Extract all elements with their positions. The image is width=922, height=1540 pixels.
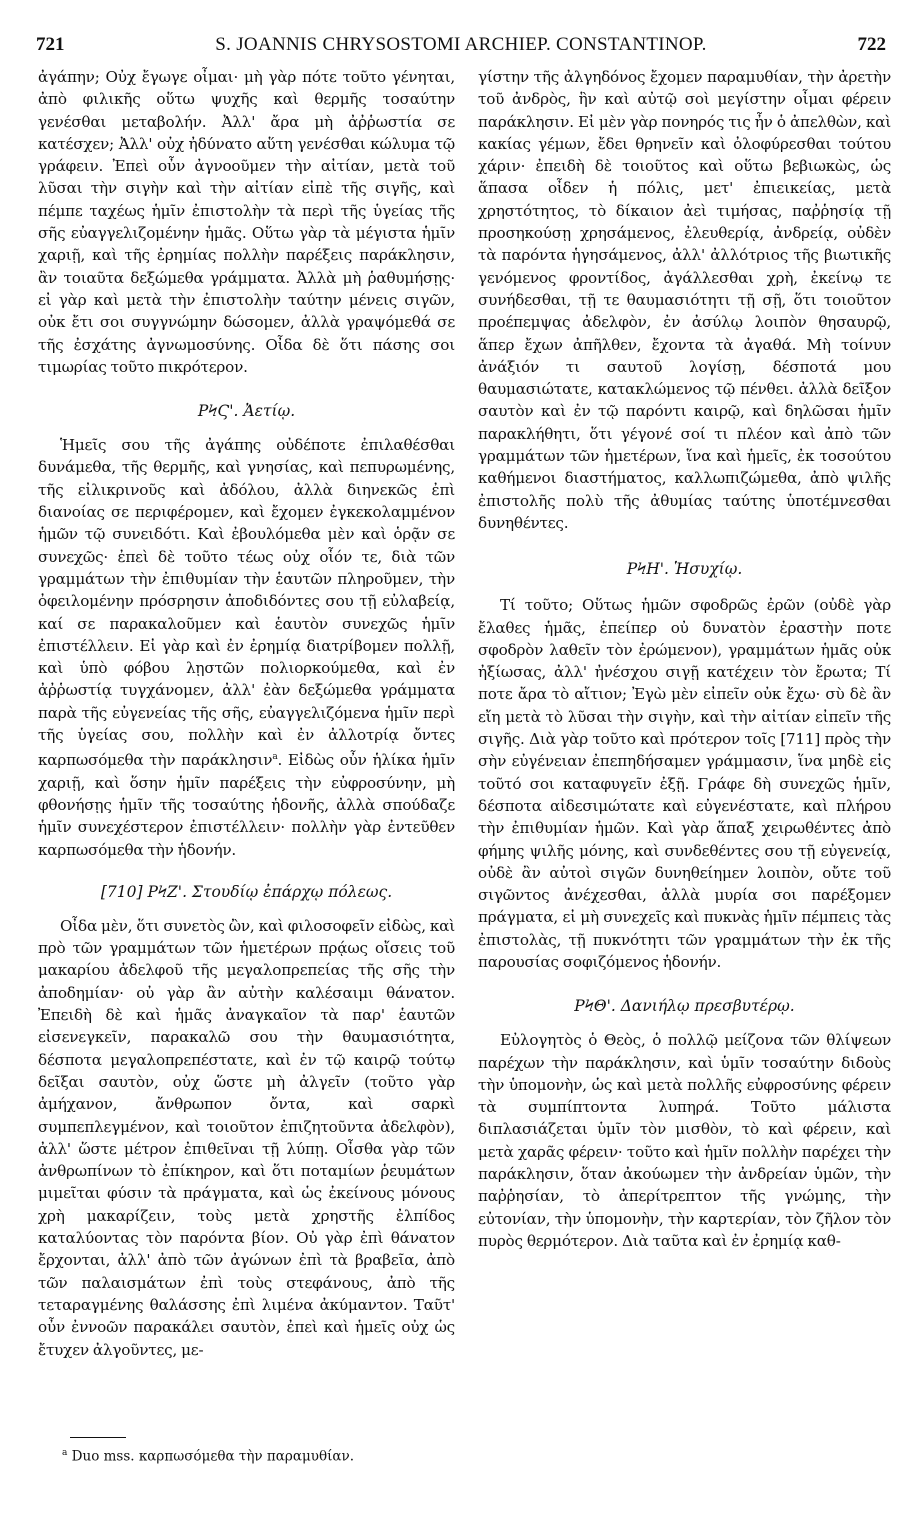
- letter-heading-hesychius: ΡϞΗ'. Ἡσυχίῳ.: [626, 560, 743, 579]
- footnote-rule: [70, 1437, 126, 1438]
- letter-studius-paragraph: Οἶδα μὲν, ὅτι συνετὸς ὢν, καὶ φιλοσοφεῖν εἰδὼς, καὶ πρὸ τῶν γραμμάτων τῶν ἡμετέρων πρᾴως οἴσεις τοῦ μακαρίου ἀδελφοῦ τῆς μεγαλοπρεπείας τῆς σῆς τὴν ἀποδημίαν· οὐ γὰρ ἂν αὐτὴν καλέσαιμι θάνατον. Ἐπειδὴ δὲ καὶ ἡμᾶς ἀναγκαῖον τὰ παρ' ἑαυτῶν εἰσενεγκεῖν, παρακαλῶ σου τὴν θαυμασιότητα, δέσποτα μεγαλοπρεπέστατε, καὶ ἐν τῷ καιρῷ τούτῳ δεῖξαι σαυτὸν, οὐχ ὥστε μὴ ἀλγεῖν (τοῦτο γὰρ ἀμήχανον, ἄνθρωπον ὄντα, καὶ σαρκὶ συμπεπλεγμένον, καὶ τοιοῦτον ἐπιζητοῦντα ἀδελφὸν), ἀλλ' ὥστε μέτρον ἐπιθεῖναι τῇ λύπῃ. Οἶσθα γὰρ τῶν ἀνθρωπίνων τὸ ἐπίκηρον, καὶ ὅτι ποταμίων ῥευμάτων μιμεῖται φύσιν τὰ πράγματα, καὶ ὡς ἐκείνους μόνους χρὴ μακαρίζειν, τοὺς μετὰ χρηστῆς ἐλπίδος καταλύοντας τὸν παρόντα βίον. Οὐ γὰρ ἐπὶ θάνατον ἔρχονται, ἀλλ' ἀπὸ τῶν ἀγώνων ἐπὶ τὰ βραβεῖα, ἀπὸ τῶν παλαισμάτων ἐπὶ τοὺς στεφάνους, ἀπὸ τῆς τεταραγμένης θαλάσσης ἐπὶ λιμένα ἀκύμαντον. Ταῦτ' οὖν ἐννοῶν παρακάλει σαυτὸν, ἐπεὶ καὶ ἡμεῖς οὐχ ὡς ἔτυχεν ἀλγοῦντες, με-: [38, 916, 455, 1359]
- letter-daniel-paragraph: Εὐλογητὸς ὁ Θεὸς, ὁ πολλῷ μείζονα τῶν θλίψεων παρέχων τὴν παράκλησιν, καὶ ὑμῖν τοσαύτην διδοὺς τὴν ὑπομονὴν, ὡς καὶ μετὰ πολλῆς εὐφροσύνης φέρειν τὰ συμπίπτοντα λυπηρά. Τοῦτο μάλιστα διπλασιάζεται ὑμῖν τὸν μισθὸν, τὸ καὶ φέρειν, καὶ μετὰ χαρᾶς φέρειν· τοῦτο καὶ ἡμῖν πολλὴν παρέχει τὴν παράκλησιν, ὅταν ἀκούωμεν τὴν ἀνδρείαν ὑμῶν, τὴν παῤῥησίαν, τὸ ἀπερίτρεπτον τῆς γνώμης, τὴν εὐτονίαν, τὴν ὑπομονὴν, τὴν καρτερίαν, τὸν ζῆλον τὸν πυρὸς θερμότερον. Διὰ ταῦτα καὶ ἐν ἐρημίᾳ καθ-: [478, 1031, 891, 1250]
- letter-continuation-paragraph: ἀγάπην; Οὐχ ἔγωγε οἶμαι· μὴ γὰρ πότε τοῦτο γένηται, ἀπὸ φιλικῆς οὕτω ψυχῆς καὶ θερμῆς τοσαύτην γενέσθαι μεταβολήν. Ἀλλ' ἄρα μὴ ἀῤῥωστία σε κατέσχεν; Ἀλλ' οὐχ ἠδύνατο αὕτη γενέσθαι κώλυμα τῷ γράφειν. Ἐπεὶ οὖν ἀγνοοῦμεν τὴν αἰτίαν, μετὰ τοῦ λῦσαι τὴν σιγὴν καὶ τὴν αἰτίαν εἰπὲ τῆς σιγῆς, καὶ πέμπε ταχέως ἡμῖν ἐπιστολὴν τὰ περὶ τῆς ὑγείας τῆς σῆς εὐαγγελιζομένην ἡμᾶς. Οὕτω γὰρ τὰ μέγιστα ἡμῖν χαριῇ, καὶ τῆς ἐρημίας πολλὴν παρέξεις παράκλησιν, ἂν τοιαῦτα δεξώμεθα γράμματα. Ἀλλὰ μὴ ῥαθυμήσῃς· εἰ γὰρ καὶ μετὰ τὴν ἐπιστολὴν ταύτην μένεις σιγῶν, οὐκ ἔτι σοι συγγνώμην δώσομεν, ἀλλὰ γραψόμεθά σε τῆς ἐσχάτης ἀγνωμοσύνης. Οἶδα δὲ ὅτι πάσης σοι τιμωρίας τοῦτο πικρότερον.: [38, 68, 455, 376]
- letter-heading-aetius: ΡϞϚ'. Ἀετίῳ.: [197, 402, 296, 421]
- left-page-number: 721: [36, 34, 65, 55]
- footnote-mark: a: [62, 1448, 68, 1458]
- page-header: [36, 34, 886, 62]
- letter-heading-daniel: ΡϞΘ'. Δανιήλῳ πρεσβυτέρῳ.: [574, 997, 795, 1016]
- footnote-text: Duo mss. καρπωσόμεθα τὴν παραμυθίαν.: [71, 1448, 354, 1465]
- letter-studius-continuation: γίστην τῆς ἀλγηδόνος ἔχομεν παραμυθίαν, τὴν ἀρετὴν τοῦ ἀνδρὸς, ἣν καὶ αὐτῷ σοὶ μεγίστην οἶμαι φέρειν παράκλησιν. Εἰ μὲν γὰρ πονηρός τις ἦν ὁ ἀπελθὼν, καὶ κακίας γέμων, ἔδει θρηνεῖν καὶ ὀλοφύρεσθαι τούτου χάριν· ἐπειδὴ δὲ τοιοῦτος καὶ οὕτω βεβιωκὼς, ὡς ἅπασα οἶδεν ἡ πόλις, μετ' ἐπιεικείας, μετὰ χρηστότητος, τὸ δίκαιον ἀεὶ τιμήσας, παῤῥησίᾳ τῇ προσηκούσῃ χρησάμενος, ἐλευθερίᾳ, ἀνδρείᾳ, οὐδὲν τὰ παρόντα ἡγησάμενος, ἀλλ' ἀλλότριος τῆς βιωτικῆς γενόμενος φροντίδος, ἀγάλλεσθαι χρὴ, ἐκείνῳ τε συνήδεσθαι, τῇ τε θαυμασιότητι τῇ σῇ, ὅτι τοιοῦτον προέπεμψας ἀδελφὸν, ἐν ἀσύλῳ λοιπὸν θησαυρῷ, ἅπερ ἔχων ἀπῆλθεν, ἔχοντα τὰ ἀγαθά. Μὴ τοίνυν ἀνάξιόν τι σαυτοῦ λογίσῃ, δέσποτά μου θαυμασιώτατε, κατακλώμενος τῷ πένθει. ἀλλὰ δεῖξον σαυτὸν καὶ ἐν τῷ παρόντι καιρῷ, καὶ δηλῶσαι ἡμῖν παρακλήθητι, ὅτι γέγονέ σοί τι πλέον καὶ ἀπὸ τῶν γραμμάτων τῶν ἡμετέρων, ἵνα καὶ ἡμεῖς, ἐκ τοσούτου καθήμενοι διαστήματος, καλλωπιζώμεθα, ἀπὸ ψιλῆς ἐπιστολῆς πολὺ τῆς ἀθυμίας ταύτης ὑποτέμνεσθαι δυνηθέντες.: [478, 68, 891, 532]
- running-title: S. JOANNIS CHRYSOSTOMI ARCHIEP. CONSTANTINOP.: [215, 34, 707, 55]
- letter-aetius-paragraph: [38, 434, 455, 861]
- right-column: [478, 66, 891, 1252]
- left-column: [38, 66, 455, 1361]
- letter-aetius-text-b: . Εἰδὼς οὖν ἡλίκα ἡμῖν χαριῇ, καὶ ὅσην ἡμῖν παρέξεις τὴν εὐφροσύνην, μὴ φθονήσῃς ἡμῖν τῆς τοσαύτης ἡδονῆς, ἀλλὰ σπούδαζε ἡμῖν συνεχέστερον ἐπιστέλλειν· πολλὴν γὰρ ἐντεῦθεν καρπωσόμεθα τὴν ἡδονήν.: [38, 751, 455, 859]
- footnote: [62, 1448, 354, 1465]
- footnote-marker: a: [272, 752, 278, 763]
- letter-hesychius-paragraph: Τί τοῦτο; Οὕτως ἡμῶν σφοδρῶς ἐρῶν (οὐδὲ γὰρ ἔλαθες ἡμᾶς, ἐπείπερ οὐ δυνατὸν ἐραστὴν ποτε σφοδρὸν λαθεῖν τὸν ἐρώμενον), γραμμάτων ἡμᾶς οὐκ ἠξίωσας, ἀλλ' ἠνέσχου σιγῇ κατέχειν τὸν ἔρωτα; Τί ποτε ἄρα τὸ αἴτιον; Ἐγὼ μὲν εἰπεῖν οὐκ ἔχω· σὺ δὲ ἂν εἴη μετὰ τὸ λῦσαι τὴν σιγὴν, καὶ τὴν αἰτίαν εἰπεῖν τῆς σιγῆς. Διὰ γὰρ τοῦτο καὶ πρότερον τοῖς [711] πρὸς τὴν σὴν εὐγένειαν ἐπεπηδήσαμεν γράμμασιν, ἵνα μηδὲ εἰς τοῦτό σοι καταφυγεῖν ἐξῇ. Γράφε δὴ συνεχῶς ἡμῖν, δέσποτα αἰδεσιμώτατε καὶ εὐγενέστατε, καὶ πλήρου τὴν ἐπιθυμίαν ἡμῶν. Καὶ γὰρ ἅπαξ χειρωθέντες ἀπὸ φήμης ψιλῆς μόνης, καὶ συνδεθέντες σου τῇ εὐγενείᾳ, οὐδὲ ἂν αὐτοὶ σιγῶν δυνηθείημεν λοιπὸν, οὔτε τοῦ σιγῶντος ἀνέχεσθαι, ἀλλὰ μυρία σοι παρέξομεν πράγματα, εἰ μὴ συνεχεῖς καὶ πυκνὰς ἡμῖν πέμπεις τὰς ἐπιστολὰς, τῇ πυκνότητι τῶν γραμμάτων τὴν ἐκ τῆς παρουσίας σοφιζόμενος ἡδονήν.: [478, 596, 891, 971]
- letter-heading-studius: [710] ΡϞΖ'. Στουδίῳ ἐπάρχῳ πόλεως.: [100, 882, 393, 901]
- right-page-number: 722: [857, 34, 886, 55]
- letter-aetius-text-a: Ἡμεῖς σου τῆς ἀγάπης οὐδέποτε ἐπιλαθέσθαι δυνάμεθα, τῆς θερμῆς, καὶ γνησίας, καὶ πεπυρωμένης, τῆς εἰλικρινοῦς καὶ ἀδόλου, ἀλλὰ διηνεκῶς ἐπὶ διανοίας σε περιφέρομεν, καὶ ἔχομεν ἐγκεκολαμμένον ἡμῶν τῷ συνειδότι. Καὶ ἐβουλόμεθα μὲν καὶ ὁρᾷν σε συνεχῶς· ἐπεὶ δὲ τοῦτο τέως οὐχ οἷόν τε, διὰ τῶν γραμμάτων τὴν ἐπιθυμίαν τὴν ἑαυτῶν πληροῦμεν, τὴν ὀφειλομένην πρόσρησιν ἀποδιδόντες σου τῇ εὐλαβείᾳ, καί σε παρακαλοῦμεν καὶ ἑαυτὸν συνεχῶς ἡμῖν ἐπιστέλλειν. Εἰ γὰρ καὶ ἐν ἐρημίᾳ διατρίβομεν πολλῇ, καὶ ὑπὸ φόβου λῃστῶν πολιορκούμεθα, καὶ ἐν ἀῤῥωστίᾳ τυγχάνομεν, ἀλλ' ἐὰν δεξώμεθα γράμματα παρὰ τῆς εὐγενείας τῆς σῆς, εὐαγγελιζόμενα ἡμῖν περὶ τῆς ὑγείας σου, πολλὴν καὶ ἐν ἀλλοτρίᾳ ὄντες καρπωσόμεθα τὴν παράκλησιν: [38, 436, 455, 770]
